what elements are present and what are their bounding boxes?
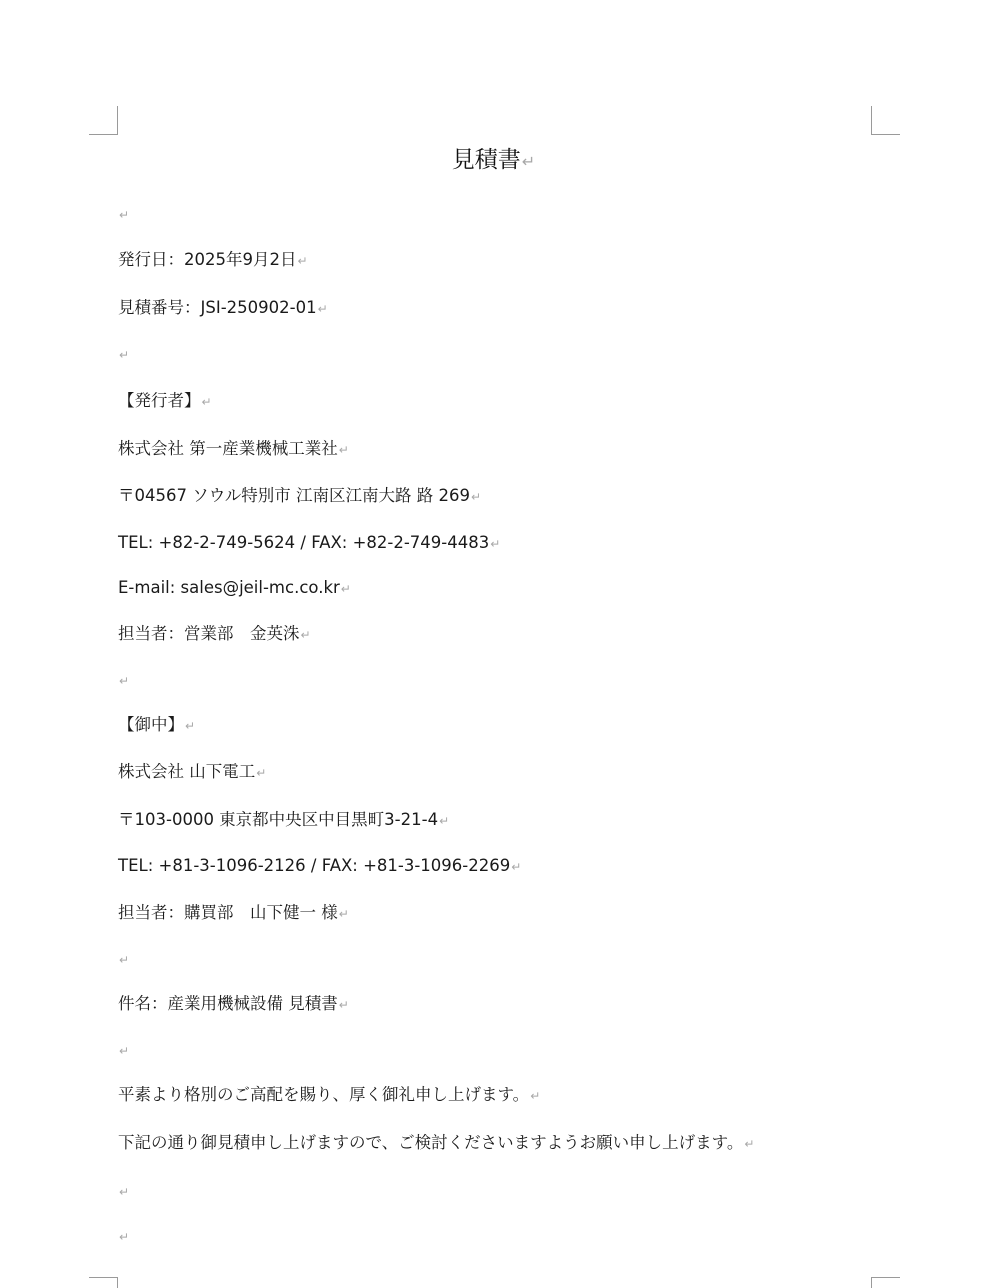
quote-number[interactable]: 見積番号：JSI-250902-01↵: [118, 298, 328, 317]
paragraph-mark-icon: ↵: [185, 719, 196, 733]
empty-paragraph[interactable]: [118, 343, 129, 366]
corner-mark-bottom-left: [89, 1277, 118, 1288]
issuer-address[interactable]: 〒04567 ソウル特別市 江南区江南大路 路 269↵: [118, 486, 482, 505]
paragraph-mark-icon: ↵: [511, 860, 522, 874]
paragraph-mark-icon: ↵: [490, 537, 501, 551]
paragraph-mark-icon: ↵: [317, 302, 328, 316]
paragraph-mark-icon: ↵: [119, 1044, 130, 1058]
paragraph-mark-icon: ↵: [744, 1137, 755, 1151]
paragraph-mark-icon: ↵: [521, 152, 536, 171]
empty-paragraph[interactable]: [118, 1180, 129, 1203]
issuer-email[interactable]: E-mail: sales@jeil-mc.co.kr↵: [118, 578, 351, 597]
paragraph-mark-icon: ↵: [530, 1089, 541, 1103]
paragraph-mark-icon: ↵: [297, 254, 308, 268]
paragraph-mark-icon: ↵: [119, 953, 130, 967]
paragraph-mark-icon: ↵: [470, 490, 482, 504]
paragraph-mark-icon: ↵: [201, 395, 212, 409]
recipient-company[interactable]: 株式会社 山下電工↵: [118, 762, 267, 781]
subject-line[interactable]: 件名：産業用機械設備 見積書↵: [118, 994, 349, 1013]
paragraph-mark-icon: ↵: [340, 582, 351, 596]
document-title[interactable]: 見積書↵: [451, 147, 536, 173]
issuer-phone-fax[interactable]: TEL: +82-2-749-5624 / FAX: +82-2-749-4483↵: [118, 533, 501, 552]
paragraph-mark-icon: ↵: [338, 998, 349, 1012]
corner-mark-top-right: [871, 106, 900, 135]
empty-paragraph[interactable]: [118, 1039, 129, 1062]
empty-paragraph[interactable]: [118, 669, 129, 692]
recipient-address[interactable]: 〒103-0000 東京都中央区中目黒町3-21-4↵: [118, 810, 450, 829]
paragraph-mark-icon: ↵: [119, 1185, 130, 1199]
paragraph-mark-icon: ↵: [338, 443, 349, 457]
paragraph-mark-icon: ↵: [256, 766, 267, 780]
empty-paragraph[interactable]: [118, 1225, 129, 1248]
issuer-heading[interactable]: 【発行者】↵: [118, 391, 212, 410]
corner-mark-bottom-right: [871, 1277, 900, 1288]
recipient-contact[interactable]: 担当者：購買部 山下健一 様↵: [118, 903, 349, 922]
issuer-contact[interactable]: 担当者：営業部 金英洙↵: [118, 624, 311, 643]
paragraph-mark-icon: ↵: [300, 628, 311, 642]
paragraph-mark-icon: ↵: [119, 348, 130, 362]
recipient-phone-fax[interactable]: TEL: +81-3-1096-2126 / FAX: +81-3-1096-2269↵: [118, 856, 522, 875]
paragraph-mark-icon: ↵: [439, 814, 450, 828]
recipient-heading[interactable]: 【御中】↵: [118, 715, 196, 734]
corner-mark-top-left: [89, 106, 118, 135]
paragraph-mark-icon: ↵: [119, 674, 130, 688]
issuer-company[interactable]: 株式会社 第一産業機械工業社↵: [118, 439, 349, 458]
paragraph-mark-icon: ↵: [119, 208, 130, 222]
greeting-line-1[interactable]: 平素より格別のご高配を賜り、厚く御礼申し上げます。↵: [118, 1085, 541, 1104]
paragraph-mark-icon: ↵: [338, 907, 349, 921]
empty-paragraph[interactable]: [118, 948, 129, 971]
greeting-line-2[interactable]: 下記の通り御見積申し上げますので、ご検討くださいますようお願い申し上げます。↵: [118, 1133, 755, 1152]
issue-date[interactable]: 発行日：2025年9月2日↵: [118, 250, 308, 269]
paragraph-mark-icon: ↵: [119, 1230, 130, 1244]
empty-paragraph[interactable]: [118, 203, 129, 226]
